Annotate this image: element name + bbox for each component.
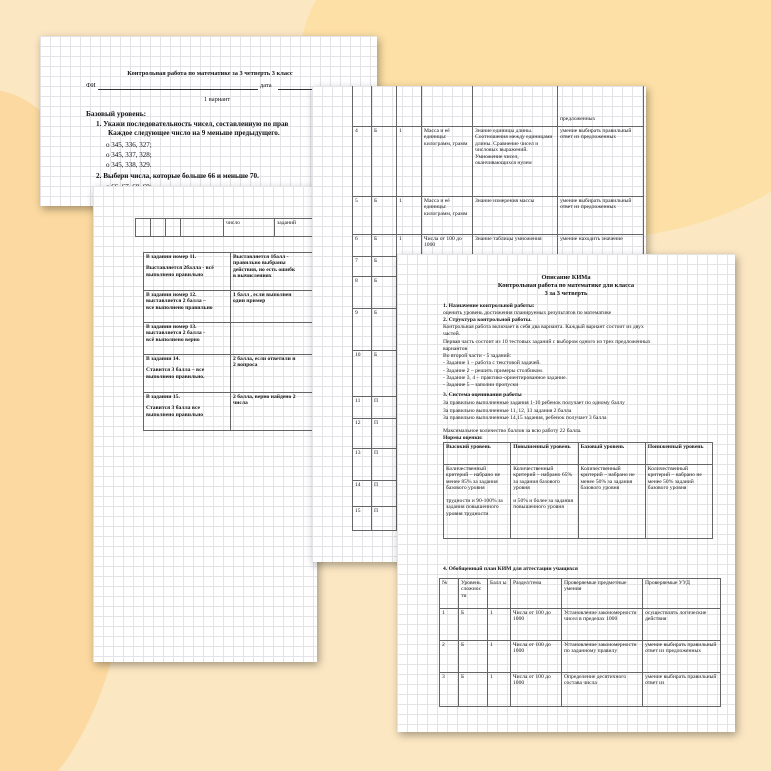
section-1-text: оценить уровень достижения планируемых результатов по математике [443,310,612,316]
plan-row: 5 Б 1 Масса и её единицы: килограмм, грамм Знание измерения массы умение выбирать правильный ответ из предложенных [353,197,644,235]
option-item: o 345, 336, 327; [106,141,152,149]
section-3-heading: 3. Система оценивания работы [443,392,522,398]
fi-label: ФИ [86,82,96,89]
scoring-cell: В задании 14. Ставится 3 балла – все выполнено правильно. [144,355,231,393]
plan-row: 4 Б 1 Масса и её единицы: килограмм, грамм Знание единицы длины. Соотношения между единицами длины. Сравнение чисел и числовых выражений. Умножение чисел, оканчивающихся нулем умение выбирать правильный ответ из предложенных [353,127,644,197]
scoring-table [143,252,317,431]
max-score-text: Максимальное количество баллов за всю работу 22 балла. [443,428,582,434]
scoring-cell: 1 балл , если выполнен один пример [231,291,318,323]
norms-header-row: Высокий уровень Повышенный уровень Базовый уровень Пониженный уровень [444,443,713,465]
scoring-cell [231,323,318,355]
scoring-cell: Выставляется 1балл - правильно выбраны действия, но есть ошибк в вычислениях [231,253,318,291]
norms-heading: Нормы оценки: [443,435,483,441]
plan-row: 13 П [353,449,644,481]
scoring-cell: В задании номер 11. Выставляется 2балла - всё выполнено правильно [144,253,231,291]
option-item: o 345, 337, 328; [106,151,152,159]
plan-cell: предложенных [558,86,644,127]
plan-row: 7 Б [353,257,644,277]
description-subtitle: Контрольная работа по математике для класса [497,282,635,289]
circle-bullet-icon: o [106,151,112,159]
scoring-cell: В задании номер 13. выставляется 2 балла - всё выполнено верно [144,323,231,355]
plan-row: 1 Б 1 Числа от 100 до 1000 Установление закономерности чисел в пределах 1000 осуществлять логические действия [440,609,721,641]
circle-bullet-icon: o [106,161,112,169]
header-table [135,218,317,237]
question-1: 1. Укажи последовательность чисел, составленную по прав [96,120,289,128]
test-title: Контрольная работа по математике за 3 четверть 3 класс [127,70,293,77]
level-heading: Базовый уровень: [86,109,147,118]
plan-row: 3 Б 1 Числа от 100 до 1000 Определение десятичного состава числа умение выбирать правильный ответ из [440,673,721,707]
plan-header-row: № Уровень сложнос ти Балл ы Раздел/тема Проверяемые предметные умения Проверяемые УУД [440,579,721,609]
plan-row: 15 П [353,507,644,531]
plan-row: 9 Б [353,309,644,351]
section-3-text: За правильно выполненные задания 1-10 ребенок получает по одному баллу За правильно выполненные 11, 12, 13 задания 2 балла За правильно выполненные 14,15 задания, ребенок получает 3 балла [443,400,625,421]
plan-row: 11 П [353,397,644,419]
scoring-cell: 2 балла, если ответили н 2 вопроса [231,355,318,393]
option-item: o 345, 338, 329. [106,161,152,169]
date-label: дата [260,82,272,89]
question-1-rule: Каждое следующее число на 9 меньше предыдущего. [108,129,280,137]
scoring-cell: В задании 15. Ставится 3 балла все выполнено правильно [144,393,231,431]
kim-plan-table [439,578,721,707]
variant-label: 1 вариант [204,96,231,103]
section-2-text: Контрольная работа включает в себя два варианта. Каждый вариант состоит из двух частей. Первая часть состоит из 10 тестовых заданий с выбором одного из трех предложенных вариантов Во второй части - 5 заданий: - Задание 1 – работа с текстовой задачей. - Задание 2 – решить примеры столбиком. - Задание 3, 4 – практико-ориентированное задание. - Задание 5 – заполни пропуски [443,324,651,389]
norms-table [443,442,713,539]
scoring-cell: В задании номер 12. выставляется 2 балла – все выполнено правильно [144,291,231,323]
plan-row: 12 П [353,419,644,449]
section-1-heading: 1. Назначение контрольной работы: [443,303,535,309]
header-cell-number: число [224,219,275,237]
plan-row: 8 Б [353,277,644,309]
circle-bullet-icon: o [106,141,112,149]
scoring-page [93,186,317,662]
scoring-cell: 2 балла, верно найдено 2 числа [231,393,318,431]
plan-row: 10 Б [353,351,644,397]
description-title: Описание КИМа [541,274,591,281]
question-2: 2. Выбери числа, которые больше 66 и меньше 70. [96,172,259,180]
kim-description-page [397,254,735,732]
plan-row: 14 П [353,481,644,507]
section-4-heading: 4. Обобщенный план КИМ для аттестации учащихся [443,566,578,572]
plan-row: 6 Б 1 Числа от 100 до 1000 Знание таблицы умножения умение находить значение [353,235,644,257]
plan-row: 2 Б 1 Числа от 100 до 1000 Установление закономерности по заданному правилу умение выбирать правильный ответ из предложенных [440,641,721,673]
norms-row: Количественный критерий – набрано не менее 85% за задания базового уровня трудности и 90-100% за задания повышенного уровня трудности Количественный критерий – набрано 65% за задания базового уровня и 50% и более за задания повышенного уровня Количественный критерий – набрано не менее 50% за задания базового уровня Количественный критерий – набрано не менее 50% заданий базового уровня [444,465,713,539]
description-class: 3 за 3 четверть [544,290,588,297]
section-2-heading: 2. Структура контрольной работы. [443,317,532,323]
question-1-options [106,140,152,170]
fi-line [98,89,258,90]
header-cell-tasks: заданий [275,219,318,237]
